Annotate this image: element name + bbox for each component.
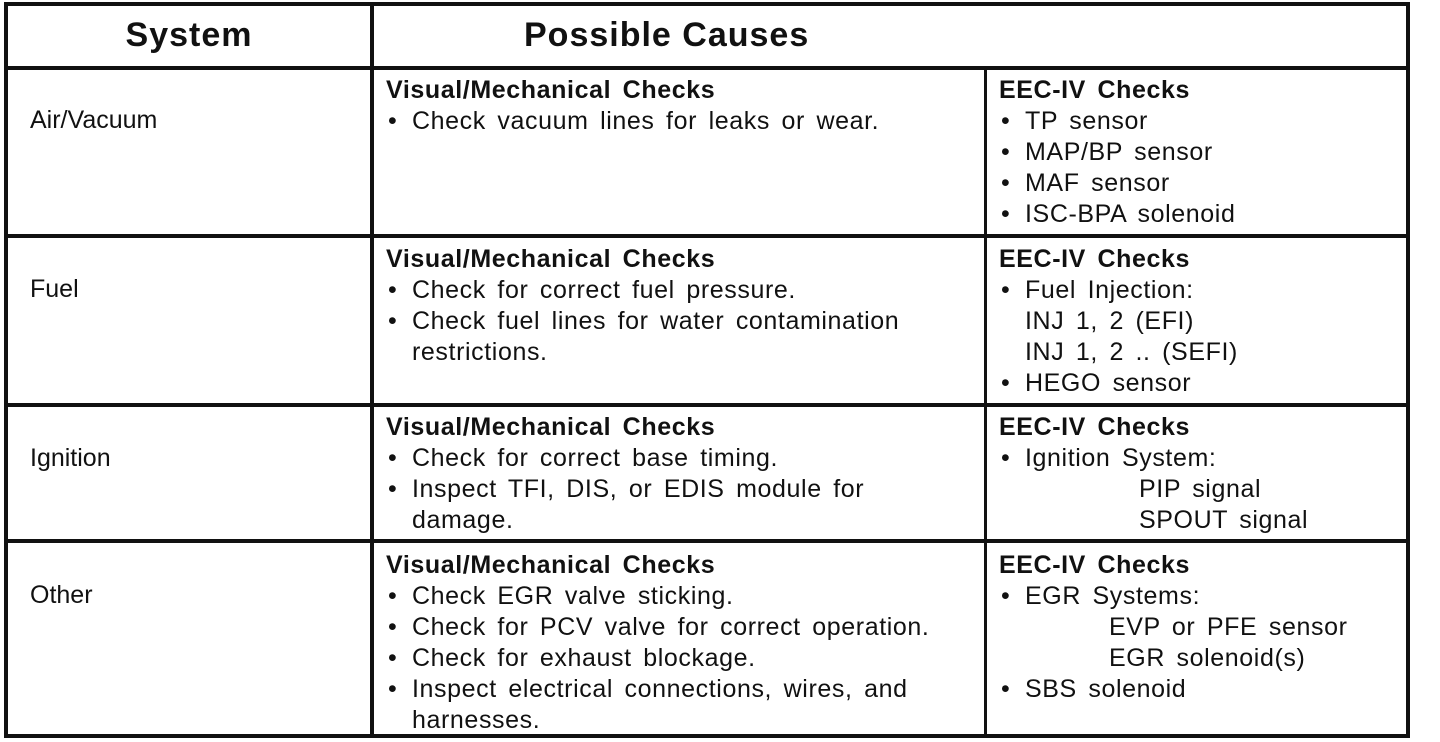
visual-checks-ignition	[386, 412, 976, 536]
list-item-continuation: restrictions.	[412, 338, 548, 366]
system-fuel: Fuel	[30, 275, 79, 303]
column-divider-eec	[984, 68, 987, 734]
list-item: • Check for exhaust blockage.	[388, 644, 756, 672]
row-divider-header	[8, 66, 1406, 70]
eec-checks-other	[999, 550, 1399, 705]
list-item: • Check EGR valve sticking.	[388, 582, 734, 610]
visual-checks-title: Visual/Mechanical Checks	[386, 413, 716, 441]
system-air-vacuum: Air/Vacuum	[30, 106, 158, 134]
list-item: • Check vacuum lines for leaks or wear.	[388, 107, 880, 135]
visual-checks-title: Visual/Mechanical Checks	[386, 551, 716, 579]
list-item: • Fuel Injection:	[1001, 276, 1194, 304]
eec-checks-title: EEC-IV Checks	[999, 551, 1191, 579]
list-subitem: SPOUT signal	[1139, 506, 1309, 534]
diagnostic-table	[4, 2, 1410, 738]
eec-checks-ignition	[999, 412, 1399, 536]
eec-checks-air-vacuum	[999, 75, 1399, 230]
list-item: • Check for correct fuel pressure.	[388, 276, 796, 304]
list-item: • Inspect TFI, DIS, or EDIS module for	[388, 475, 865, 503]
list-subitem: PIP signal	[1139, 475, 1262, 503]
list-item: • EGR Systems:	[1001, 582, 1201, 610]
list-item: • TP sensor	[1001, 107, 1148, 135]
list-item: • Check for correct base timing.	[388, 444, 779, 472]
list-item: • HEGO sensor	[1001, 369, 1192, 397]
list-subitem: INJ 1, 2 .. (SEFI)	[1025, 338, 1238, 366]
eec-checks-fuel	[999, 244, 1399, 399]
eec-checks-title: EEC-IV Checks	[999, 76, 1191, 104]
eec-checks-title: EEC-IV Checks	[999, 413, 1191, 441]
list-item: • Ignition System:	[1001, 444, 1217, 472]
column-divider-system	[370, 6, 374, 734]
visual-checks-title: Visual/Mechanical Checks	[386, 245, 716, 273]
eec-checks-title: EEC-IV Checks	[999, 245, 1191, 273]
row-divider-1	[8, 234, 1406, 238]
list-subitem: INJ 1, 2 (EFI)	[1025, 307, 1195, 335]
system-ignition: Ignition	[30, 444, 111, 472]
visual-checks-title: Visual/Mechanical Checks	[386, 76, 716, 104]
header-system: System	[125, 16, 253, 54]
list-item: • Inspect electrical connections, wires, and	[388, 675, 908, 703]
list-item: • SBS solenoid	[1001, 675, 1187, 703]
visual-checks-air-vacuum	[386, 75, 976, 137]
list-item-continuation: harnesses.	[412, 706, 541, 734]
list-item: • MAP/BP sensor	[1001, 138, 1213, 166]
row-divider-3	[8, 539, 1406, 543]
list-item: • Check for PCV valve for correct operation.	[388, 613, 930, 641]
list-subitem: EVP or PFE sensor	[1109, 613, 1348, 641]
row-divider-2	[8, 403, 1406, 407]
visual-checks-other	[386, 550, 981, 736]
system-other: Other	[30, 581, 93, 609]
list-subitem: EGR solenoid(s)	[1109, 644, 1306, 672]
list-item: • Check fuel lines for water contamination	[388, 307, 900, 335]
list-item: • ISC-BPA solenoid	[1001, 200, 1236, 228]
list-item: • MAF sensor	[1001, 169, 1170, 197]
list-item-continuation: damage.	[412, 506, 514, 534]
header-possible-causes: Possible Causes	[524, 16, 810, 54]
visual-checks-fuel	[386, 244, 976, 368]
